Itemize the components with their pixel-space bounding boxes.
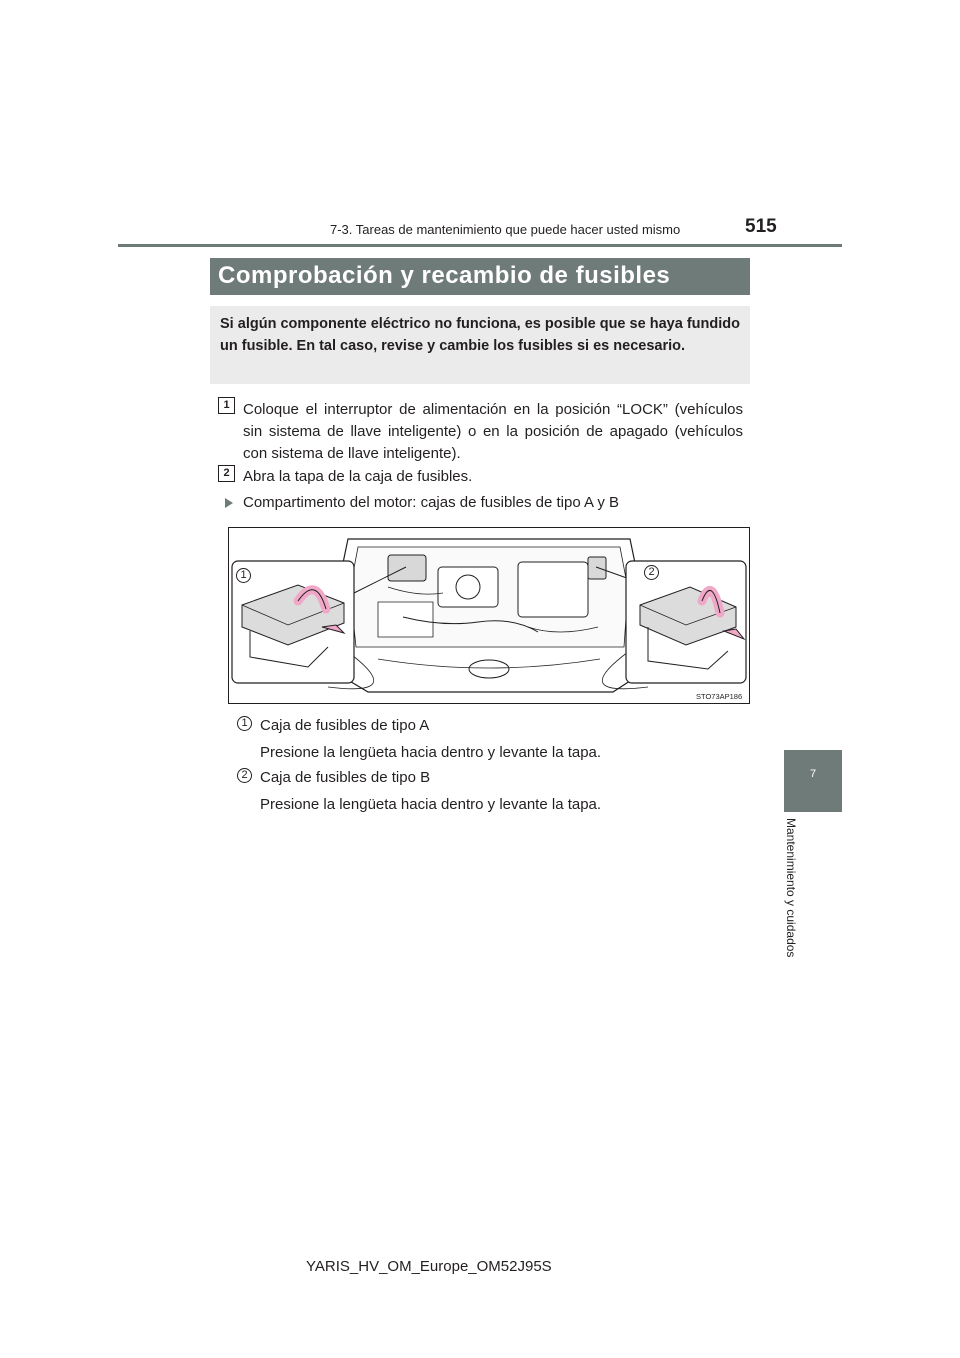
figure-callout-2: 2 xyxy=(644,565,659,580)
step-1-text xyxy=(243,399,743,465)
section-banner xyxy=(210,258,750,295)
intro-box xyxy=(210,306,750,384)
chapter-label: Mantenimiento y cuidados xyxy=(784,818,798,958)
header-divider xyxy=(118,244,842,247)
step-1-line-3: con sistema de llave inteligente). xyxy=(243,445,461,462)
engine-fuse-box-figure xyxy=(228,527,750,704)
caption-2-title: Caja de fusibles de tipo B xyxy=(260,769,431,786)
chapter-label-container xyxy=(784,818,816,978)
section-title: Comprobación y recambio de fusibles xyxy=(218,262,671,289)
figure-code: STO73AP186 xyxy=(696,692,743,701)
caption-2-text: Presione la lengüeta hacia dentro y levante la tapa. xyxy=(260,796,602,813)
step-2-text: Abra la tapa de la caja de fusibles. xyxy=(243,468,473,485)
figure-callout-1: 1 xyxy=(236,568,251,583)
caption-1-text: Presione la lengüeta hacia dentro y levante la tapa. xyxy=(260,744,602,761)
caption-1-number: 1 xyxy=(237,716,252,731)
page-number: 515 xyxy=(745,216,777,237)
bullet-triangle-icon xyxy=(225,498,233,508)
intro-text: Si algún componente eléctrico no funciona, es posible que se haya fundido un fusible. En tal caso, revise y cambie los fusibles si es necesario. xyxy=(220,316,740,354)
caption-2-number: 2 xyxy=(237,768,252,783)
footer-doc-id: YARIS_HV_OM_Europe_OM52J95S xyxy=(306,1258,552,1275)
chapter-number: 7 xyxy=(809,768,817,780)
chapter-tab xyxy=(784,750,842,812)
step-1-badge: 1 xyxy=(218,397,235,414)
step-1-line-1: Coloque el interruptor de alimentación en la posición “LOCK” (vehículos xyxy=(243,401,743,418)
header-section-title: 7-3. Tareas de mantenimiento que puede hacer usted mismo xyxy=(330,222,681,237)
engine-illustration xyxy=(228,527,750,704)
step-2-badge: 2 xyxy=(218,465,235,482)
step-1-line-2: sin sistema de llave inteligente) o en la posición de apagado (vehículos xyxy=(243,423,743,440)
bullet-text: Compartimento del motor: cajas de fusibles de tipo A y B xyxy=(243,494,620,511)
caption-1-title: Caja de fusibles de tipo A xyxy=(260,717,430,734)
